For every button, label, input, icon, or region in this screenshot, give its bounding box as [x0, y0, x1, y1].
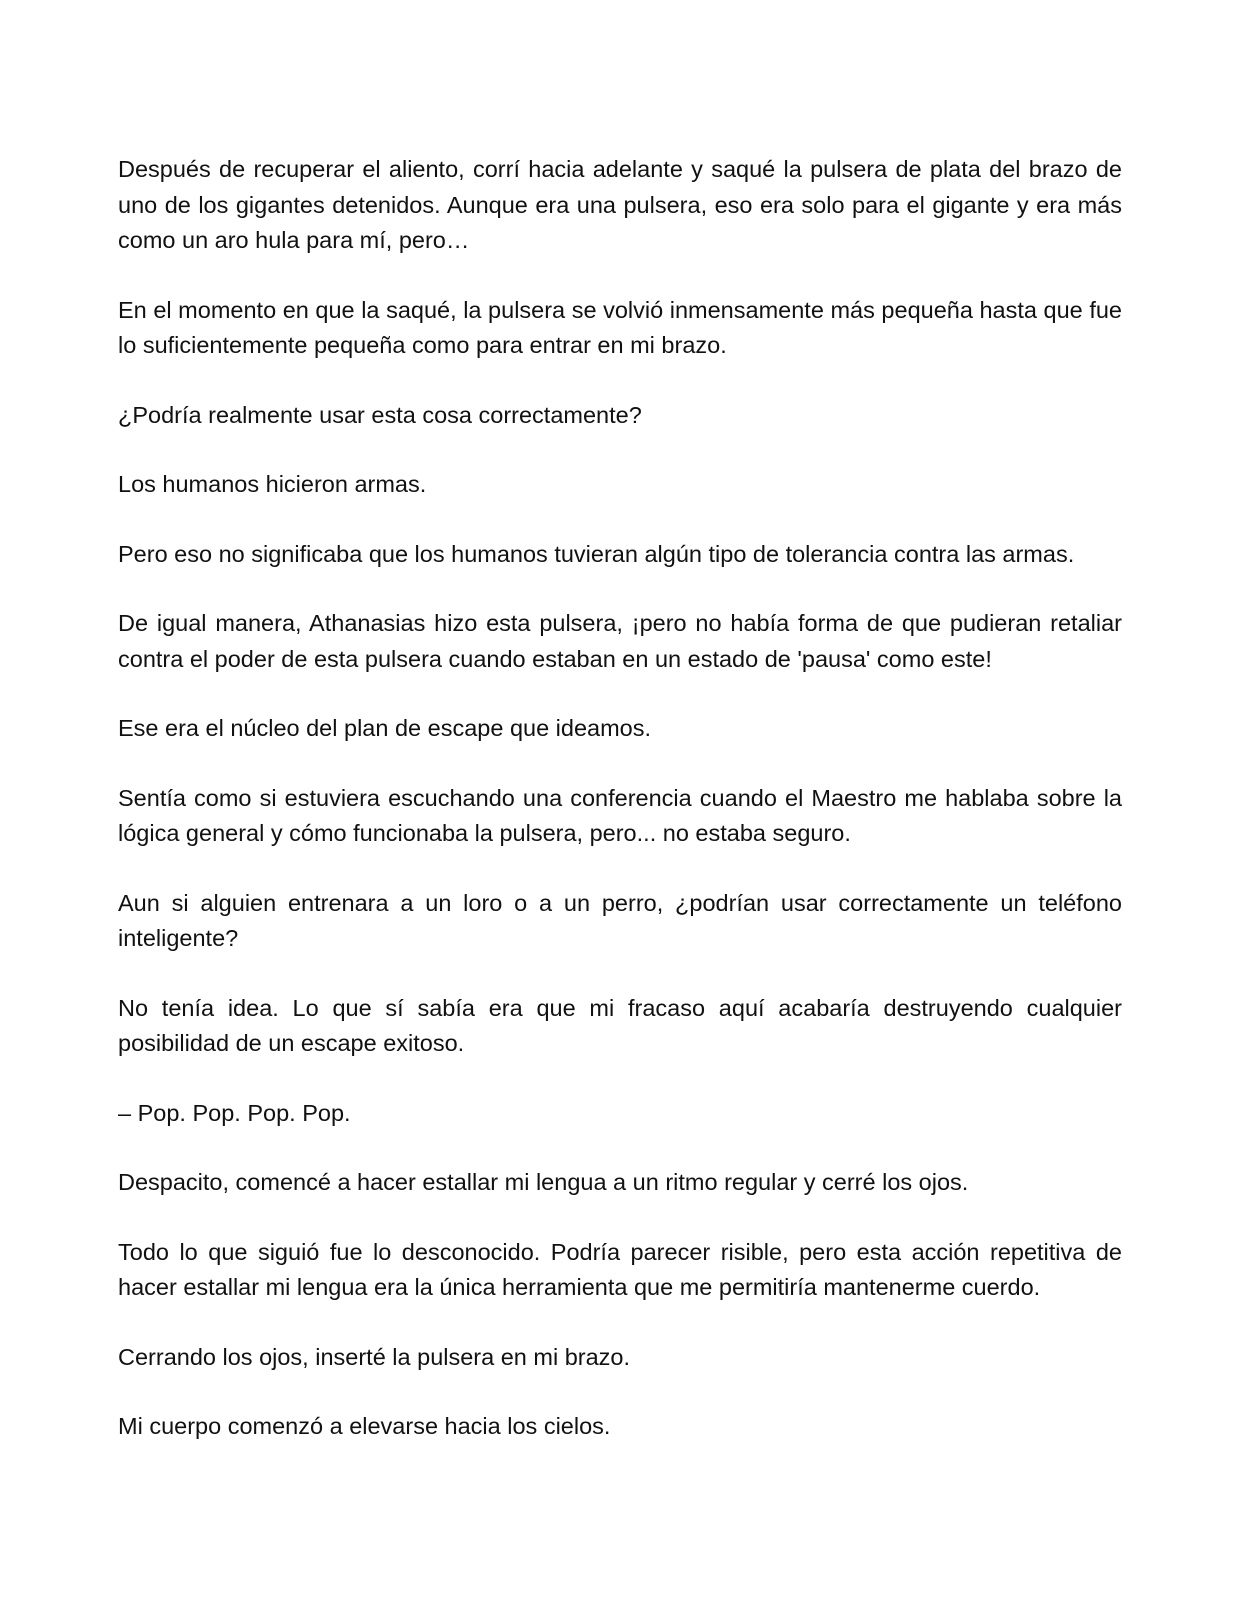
paragraph-3: ¿Podría realmente usar esta cosa correctamente?	[118, 401, 642, 428]
paragraph-2: En el momento en que la saqué, la pulsera se volvió inmensamente más pequeña hasta que fue lo suficientemente pequeña como para entrar en mi brazo.	[118, 296, 1122, 358]
paragraph-10: No tenía idea. Lo que sí sabía era que mi fracaso aquí acabaría destruyendo cualquier posibilidad de un escape exitoso.	[118, 994, 1122, 1056]
paragraph-11: – Pop. Pop. Pop. Pop.	[118, 1099, 351, 1126]
paragraph-9: Aun si alguien entrenara a un loro o a un perro, ¿podrían usar correctamente un teléfono inteligente?	[118, 889, 1122, 951]
paragraph-14: Cerrando los ojos, inserté la pulsera en mi brazo.	[118, 1343, 631, 1370]
paragraph-6: De igual manera, Athanasias hizo esta pulsera, ¡pero no había forma de que pudieran retaliar contra el poder de esta pulsera cuando estaban en un estado de 'pausa' como este!	[118, 610, 1122, 672]
document-page	[118, 152, 1122, 1479]
paragraph-13: Todo lo que siguió fue lo desconocido. Podría parecer risible, pero esta acción repetitiva de hacer estallar mi lengua era la única herramienta que me permitiría mantenerme cuerdo.	[118, 1238, 1122, 1300]
paragraph-1: Después de recuperar el aliento, corrí hacia adelante y saqué la pulsera de plata del brazo de uno de los gigantes detenidos. Aunque era una pulsera, eso era solo para el gigante y era más como un aro hula para mí, pero…	[118, 156, 1122, 253]
paragraph-8: Sentía como si estuviera escuchando una conferencia cuando el Maestro me hablaba sobre la lógica general y cómo funcionaba la pulsera, pero... no estaba seguro.	[118, 784, 1122, 846]
paragraph-7: Ese era el núcleo del plan de escape que ideamos.	[118, 715, 652, 741]
paragraph-12: Despacito, comencé a hacer estallar mi lengua a un ritmo regular y cerré los ojos.	[118, 1169, 969, 1195]
paragraph-4: Los humanos hicieron armas.	[118, 471, 427, 497]
paragraph-15: Mi cuerpo comenzó a elevarse hacia los cielos.	[118, 1413, 611, 1439]
paragraph-5: Pero eso no significaba que los humanos tuvieran algún tipo de tolerancia contra las armas.	[118, 540, 1075, 567]
